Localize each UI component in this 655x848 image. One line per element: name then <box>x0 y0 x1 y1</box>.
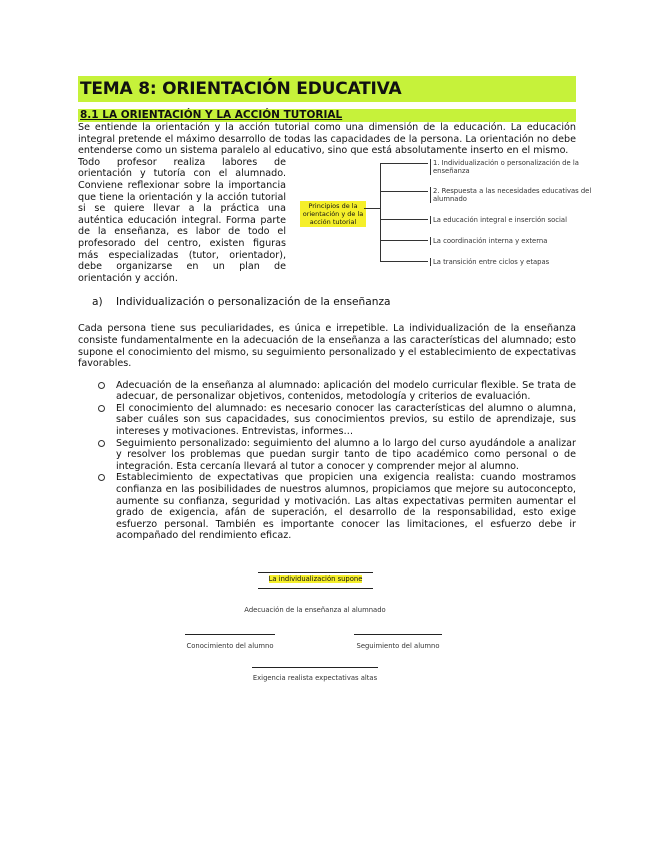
list-item <box>78 403 576 438</box>
scheme-middle-label: Adecuación de la enseñanza al alumnado <box>244 606 386 614</box>
list-item-text: Seguimiento personalizado: seguimiento del alumno a lo largo del curso ayudándole a analizar y resolver los problemas que puedan surgir tanto de tipo académico como personal o de integración. Esta cercanía llevará al tutor a conocer y comprender mejor al alumno. <box>116 437 576 472</box>
intro-two-column <box>78 156 592 285</box>
section-subtitle: 8.1 LA ORIENTACIÓN Y LA ACCIÓN TUTORIAL <box>78 109 576 122</box>
diagram-connector <box>364 208 380 209</box>
scheme-bottom-label: Exigencia realista expectativas altas <box>252 674 378 682</box>
list-item <box>78 438 576 473</box>
principles-diagram <box>294 158 592 271</box>
diagram-item: La educación integral e inserción social <box>430 216 593 224</box>
section-a-heading <box>92 296 576 309</box>
document-page <box>78 76 592 542</box>
section-a-paragraph: Cada persona tiene sus peculiaridades, es única e irrepetible. La individualización de la enseñanza consiste fundamentalmente en la adecuación de la enseñanza a las características del alumnado; esto supone el conocimiento del mismo, su seguimiento personalizado y el establecimiento de expectativas favorables. <box>78 323 576 370</box>
diagram-branch <box>380 163 428 164</box>
scheme-line <box>354 634 442 635</box>
section-a-title: Individualización o personalización de la enseñanza <box>116 296 391 309</box>
diagram-branch <box>380 240 428 241</box>
diagram-branch <box>380 261 428 262</box>
list-item <box>78 472 576 542</box>
diagram-bracket <box>380 163 381 261</box>
diagram-item: La transición entre ciclos y etapas <box>430 258 593 266</box>
diagram-branch <box>380 219 428 220</box>
scheme-line <box>185 634 275 635</box>
list-item-text: Adecuación de la enseñanza al alumnado: aplicación del modelo curricular flexible. Se trata de adecuar, de personalizar objetivos, contenidos, metodología y criterios de evaluación. <box>116 379 576 403</box>
list-item-text: El conocimiento del alumnado: es necesario conocer las características del alumno o alumna, saber cuáles son sus capacidades, sus conocimientos previos, su estilo de aprendizaje, sus intereses y motivaciones. Entrevistas, informes… <box>116 402 576 438</box>
circle-bullet-icon <box>98 382 105 389</box>
scheme-left-label: Conocimiento del alumno <box>186 642 274 650</box>
bullet-list <box>78 380 576 542</box>
diagram-item: 1. Individualización o personalización de la enseñanza <box>430 159 593 175</box>
left-paragraph: Todo profesor realiza labores de orientación y tutoría con el alumnado. Conviene reflexionar sobre la importancia que tiene la orientación y la acción tutorial si se quiere llevar a la práctica una auténtica educación integral. Forma parte de la enseñanza, es labor de todo el profesorado del centro, existen figuras más especializadas (tutor, orientador), debe organizarse en un plan de orientación y acción. <box>78 156 286 284</box>
list-item-text: Establecimiento de expectativas que propicien una exigencia realista: cuando mostramos confianza en las posibilidades de nuestros alumnos, propiciamos que mejore su autoconcepto, aumente su confianza, seguridad y motivación. Las altas expectativas permiten aumentar el grado de exigencia, afán de superación, el desarrollo de la responsabilidad, esto exige esfuerzo personal. También es importante conocer las limitaciones, el esfuerzo debe ir acompañado del rendimiento eficaz. <box>116 472 576 542</box>
diagram-item: 2. Respuesta a las necesidades educativas del alumnado <box>430 187 593 203</box>
diagram-branch <box>380 191 428 192</box>
scheme-top-label: La individualización supone <box>268 575 363 583</box>
page-title: TEMA 8: ORIENTACIÓN EDUCATIVA <box>78 76 576 102</box>
diagram-center-label: Principios de la orientación y de la acción tutorial <box>300 201 366 227</box>
scheme-line <box>252 667 378 668</box>
circle-bullet-icon <box>98 474 105 481</box>
scheme-line <box>258 588 373 589</box>
scheme-line <box>258 572 373 573</box>
section-a-label: a) <box>92 296 103 309</box>
circle-bullet-icon <box>98 440 105 447</box>
list-item <box>78 380 576 403</box>
scheme-right-label: Seguimiento del alumno <box>356 642 440 650</box>
intro-paragraph: Se entiende la orientación y la acción tutorial como una dimensión de la educación. La educación integral pretende el máximo desarrollo de todas las capacidades de la persona. La orientación no debe entenderse como un sistema paralelo al educativo, sino que está absolutamente inserto en el mismo. <box>78 122 576 157</box>
circle-bullet-icon <box>98 405 105 412</box>
diagram-item: La coordinación interna y externa <box>430 237 593 245</box>
